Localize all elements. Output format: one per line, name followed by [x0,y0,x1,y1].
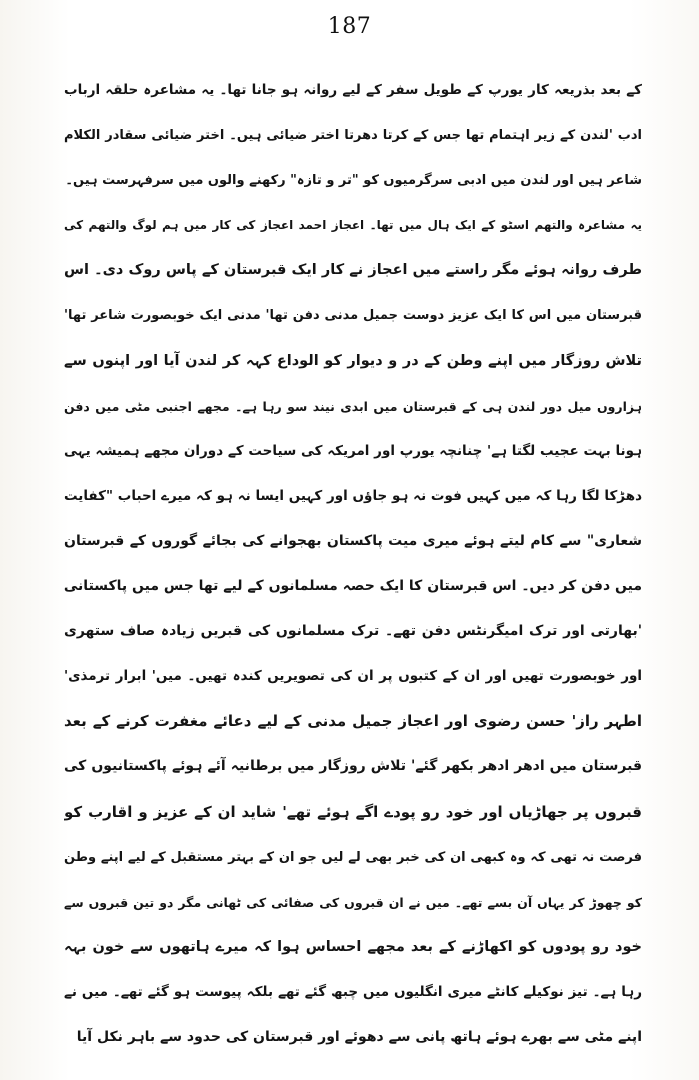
text-line: کے بعد بذریعہ کار یورپ کے طویل سفر کے لیے روانہ ہو جانا تھا۔ یہ مشاعرہ حلقہ ارباب [64,82,642,98]
text-line: میں دفن کر دیں۔ اس قبرستان کا ایک حصہ مسلمانوں کے لیے تھا جس میں پاکستانی [64,578,642,595]
body-text [64,68,642,1060]
page-number: 187 [327,14,372,39]
text-line: کو چھوڑ کر یہاں آن بسے تھے۔ میں نے ان قبروں کی صفائی کی ٹھانی مگر دو تین قبروں سے [64,894,642,910]
text-line: خود رو پودوں کو اکھاڑنے کے بعد مجھے احساس ہوا کہ میرے ہاتھوں سے خون بہہ [64,938,642,955]
text-line: ہزاروں میل دور لندن ہی کے قبرستان میں ابدی نیند سو رہا ہے۔ مجھے اجنبی مٹی میں دفن [64,398,642,414]
text-line: شاعر ہیں اور لندن میں ادبی سرگرمیوں کو "تر و تازہ" رکھنے والوں میں سرفہرست ہیں۔ [65,173,642,189]
text-line: شعاری" سے کام لیتے ہوئے میری میت پاکستان بھجوانے کی بجائے گوروں کے قبرستان [64,532,642,549]
text-line: دھڑکا لگا رہا کہ میں کہیں فوت نہ ہو جاؤں اور کہیں ایسا نہ ہو کہ میرے احباب "کفایت [64,487,642,504]
text-line: ادب 'لندن کے زیر اہتمام تھا جس کے کرتا دھرتا اختر ضیائی ہیں۔ اختر ضیائی سقادر الکلام [64,128,642,144]
text-line: اپنے مٹی سے بھرے ہوئے ہاتھ پانی سے دھوئے اور قبرستان کی حدود سے باہر نکل آیا [76,1028,642,1045]
text-line: یہ مشاعرہ والتھم اسٹو کے ایک ہال میں تھا۔ اعجاز احمد اعجاز کی کار میں ہم لوگ والتھم کی [64,218,642,233]
text-line: طرف روانہ ہوئے مگر راستے میں اعجاز نے کار ایک قبرستان کے پاس روک دی۔ اس [64,262,642,279]
text-line: ہونا بہت عجیب لگتا ہے' چنانچہ یورپ اور امریکہ کی سیاحت کے دوران مجھے ہمیشہ یہی [64,442,642,459]
text-line: قبرستان میں ادھر ادھر بکھر گئے' تلاش روزگار میں برطانیہ آئے ہوئے پاکستانیوں کی [64,758,642,775]
text-line: فرصت نہ تھی کہ وہ کبھی ان کی خبر بھی لے لیں جو ان کے بہتر مستقبل کے لیے اپنے وطن [64,849,642,865]
text-line: اور خوبصورت تھیں اور ان کے کتبوں پر ان کی تصویریں کندہ تھیں۔ میں' ابرار ترمذی' [64,668,642,685]
text-line: قبروں پر جھاڑیاں اور خود رو پودے اگے ہوئے تھے' شاید ان کے عزیز و اقارب کو [64,802,642,821]
text-line: رہا ہے۔ تیز نوکیلے کانٹے میری انگلیوں میں چبھ گئے تھے بلکہ پیوست ہو گئے تھے۔ میں نے [64,983,642,1000]
text-line: قبرستان میں اس کا ایک عزیز دوست جمیل مدنی دفن تھا' مدنی ایک خوبصورت شاعر تھا' [64,308,642,324]
text-line: 'بھارتی اور ترک امیگرنٹس دفن تھے۔ ترک مسلمانوں کی قبریں زیادہ صاف ستھری [64,623,642,640]
text-line: تلاش روزگار میں اپنے وطن کے در و دیوار کو الوداع کہہ کر لندن آیا اور اپنوں سے [64,352,642,369]
text-line: اطہر راز' حسن رضوی اور اعجاز جمیل مدنی کے لیے دعائے مغفرت کرنے کے بعد [64,712,642,731]
